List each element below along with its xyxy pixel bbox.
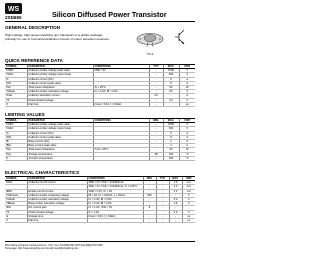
table-cell: ICsat = 3.5A; f = 16kHz [93,102,149,106]
column-header: TYP. [156,177,169,181]
table-cell: Total power dissipation [27,148,93,152]
table-cell: ICM [5,135,27,139]
table-cell: IEBO [5,189,27,193]
table-cell: Collector cut-off current [27,181,87,185]
table-cell: A [179,94,195,98]
table-cell: Diode forward voltage [27,98,93,102]
limiting-values-heading: LIMITING VALUES [5,112,45,117]
table-cell [87,219,143,223]
table-cell: 150 [163,156,179,160]
electrical-characteristics-heading: ELECTRICAL CHARACTERISTICS [5,170,80,175]
column-header: SYMBOL [5,119,27,123]
table-cell: - [169,206,182,210]
table-cell: VCEsat [5,90,27,94]
table-row [5,102,195,106]
table-cell: IBM [5,144,27,148]
column-header: UNIT [179,119,195,123]
table-cell: - [149,81,163,85]
table-cell: 5 [163,131,179,135]
table-cell: - [149,90,163,94]
table-cell: IC = 4.0A; IB = 0.8A [87,202,143,206]
table-cell: - [169,214,182,218]
table-cell: V [179,69,195,73]
table-cell [93,156,149,160]
table-cell: - [156,193,169,197]
table-cell: VCEsat [5,198,27,202]
table-cell: - [143,198,156,202]
table-cell: W [179,86,195,90]
package-label: TO-3 [147,52,154,56]
table-cell: - [163,94,179,98]
table-cell: - [156,210,169,214]
table-cell: Collector-emitter saturation voltage [27,198,87,202]
table-cell: Collector current (DC) [27,77,93,81]
table-cell: V [179,123,195,127]
table-cell: Collector-emitter saturation voltage [27,90,93,94]
table-cell: Collector-emitter voltage (open base) [27,127,93,131]
table-cell: - [156,202,169,206]
table-cell: ICsat [5,94,27,98]
table-cell: - [143,219,156,223]
table-cell: - [149,73,163,77]
table-cell: VCBO [5,123,27,127]
table-cell: - [149,156,163,160]
column-header: PARAMETER [27,65,93,69]
table-cell: - [169,219,182,223]
table-cell: 150 [163,152,179,156]
table-cell: Collector current peak value [27,81,93,85]
table-cell: Collector-emitter voltage (open base) [27,73,93,77]
table-cell: - [149,98,163,102]
table-cell: A [179,77,195,81]
table-row [5,156,195,160]
table-cell: μs [182,219,195,223]
column-header: TYP. [149,65,163,69]
table-cell: - [143,185,156,189]
table-cell: - [156,219,169,223]
quick-reference-heading: QUICK REFERENCE DATA [5,58,63,63]
table-cell: - [149,131,163,135]
table-cell: 5 [163,77,179,81]
table-cell: 4 [163,144,179,148]
table-cell: ICM [5,81,27,85]
transistor-symbol-icon [174,28,186,46]
table-cell: 8 [163,81,179,85]
table-cell: - [143,210,156,214]
table-cell: Fall time [27,219,87,223]
table-cell: -55 [149,152,163,156]
table-cell: V [179,73,195,77]
document-title: Silicon Diffused Power Transistor [52,10,167,19]
table-cell: 50 [163,86,179,90]
table-cell: 600 [143,193,156,197]
table-cell: A [179,135,195,139]
table-cell: Tstg [5,152,27,156]
table-cell: - [149,102,163,106]
column-header: MIN. [149,119,163,123]
package-drawing-icon [136,28,164,48]
table-cell: 1500 [163,123,179,127]
table-cell: - [143,202,156,206]
table-cell: Collector current (DC) [27,131,93,135]
table-cell: IC = 1.0A; VCE = 5V [87,206,143,210]
table-cell: - [156,189,169,193]
table-cell: Tmb ≤ 25°C [93,148,149,152]
table-cell: A [179,140,195,144]
table-cell: - [149,123,163,127]
column-header: SYMBOL [5,177,27,181]
footer-rule [5,241,195,242]
general-description-text: High-voltage, high-speed switching npn transistors in a plastic package, primarily for use in horizontal deflection circuits of colour television receivers. [5,33,110,41]
table-cell: A [179,81,195,85]
limiting-values-table [5,118,195,161]
table-cell: IB [5,140,27,144]
quick-reference-table [5,64,195,107]
table-cell: IC [5,77,27,81]
table-cell: 2.0 [163,98,179,102]
table-cell: V [179,90,195,94]
column-header: UNIT [179,65,195,69]
table-cell: μs [182,214,195,218]
table-cell: mA [182,189,195,193]
table-cell: W [179,148,195,152]
table-cell: Base current (DC) [27,140,93,144]
table-cell: - [156,181,169,185]
table-cell: IC = 4.0A; IB = 0.8A [93,90,149,94]
table-cell: μs [179,102,195,106]
table-cell: mA [182,181,195,185]
table-cell: VCEO [5,127,27,131]
table-cell: VBEsat [5,202,27,206]
table-cell: - [143,214,156,218]
table-cell: 3.5 [149,94,163,98]
table-cell: Tj [5,156,27,160]
table-cell: Collector saturation current [27,94,93,98]
column-header: CONDITIONS [93,119,149,123]
table-cell: Ptot [5,148,27,152]
table-cell: - [163,102,179,106]
electrical-characteristics-table [5,176,195,223]
table-cell: 50 [163,148,179,152]
column-header: UNIT [182,177,195,181]
table-cell: V [179,98,195,102]
table-cell: Base-emitter saturation voltage [27,202,87,206]
table-cell: VBE = 0V; VCE = VCESMmax; Tj = 125°C [87,185,143,189]
table-cell: Collector current peak value [27,135,93,139]
table-cell: V [182,210,195,214]
table-cell: - [149,135,163,139]
table-cell: - [149,140,163,144]
footer-company-line: Wing Shing Computer Components Co., (H.K.) Ltd. Tel:(852)2341 9276 Fax:(852)2797 8153 [5,244,103,247]
table-cell: tf [5,102,27,106]
table-cell: hFE [5,206,27,210]
footer-contact-line: Homepage: http://www.wingshing.com E-mail: wsccl@wingshing.com [5,247,79,250]
table-cell: VBE = 0V [93,69,149,73]
table-cell: - [143,189,156,193]
table-cell: V [179,127,195,131]
table-cell: 600 [163,73,179,77]
part-number: 2SD650 [5,15,22,20]
table-cell: DC current gain [27,206,87,210]
table-cell: A [179,131,195,135]
table-cell: VF [5,210,27,214]
table-cell: Base current peak value [27,144,93,148]
table-cell: Collector-emitter voltage peak value [27,69,93,73]
table-cell: 8 [143,206,156,210]
table-cell: 1.5 [169,202,182,206]
table-cell: 2.0 [169,185,182,189]
table-cell: 5.0 [169,198,182,202]
table-cell: ICES [5,181,27,185]
column-header: SYMBOL [5,65,27,69]
table-cell: Junction temperature [27,156,93,160]
column-header: PARAMETER [27,177,87,181]
table-row [5,219,195,223]
column-header: CONDITIONS [93,65,149,69]
table-cell: °C [179,156,195,160]
table-cell: tf [5,219,27,223]
table-cell: VF [5,98,27,102]
table-cell: VCBO [5,69,27,73]
table-cell: - [149,86,163,90]
table-cell: IC = 4.0A; IB = 0.8A [87,198,143,202]
table-cell: - [149,148,163,152]
company-logo [5,3,22,14]
table-cell: V [182,193,195,197]
table-cell: Total power dissipation [27,86,93,90]
column-header: MAX. [163,65,179,69]
table-cell: 5.0 [163,90,179,94]
table-cell: VBE = 0V; VCE = VCESMmax [87,181,143,185]
general-description-heading: GENERAL DESCRIPTION [5,25,61,30]
table-cell: V [182,202,195,206]
table-cell: 1500 [163,69,179,73]
table-cell: ICsat = 3.5A; f = 16kHz [87,214,143,218]
table-cell: ts [5,214,27,218]
column-header: CONDITIONS [87,177,143,181]
table-cell: Collector-emitter sustaining voltage [27,193,87,197]
table-cell: °C [179,152,195,156]
table-cell: - [149,69,163,73]
table-cell: IC [5,131,27,135]
column-header: MAX. [163,119,179,123]
table-cell: IB = 0A; IC = 100mA; L = 25mH [87,193,143,197]
table-cell: 8 [163,135,179,139]
table-cell: V [182,198,195,202]
table-cell: VEB = 5.0V; IC = 0A [87,189,143,193]
table-cell: mA [182,185,195,189]
table-cell: VCEOsust [5,193,27,197]
table-cell: - [169,193,182,197]
table-cell: Ptot [5,86,27,90]
table-cell: 2.0 [169,210,182,214]
table-cell: Tc ≤ 25°C [93,86,149,90]
column-header: PARAMETER [27,119,93,123]
table-cell: Diode forward voltage [27,210,87,214]
table-cell: - [149,77,163,81]
table-cell: 2 [163,140,179,144]
table-cell: 1.0 [169,189,182,193]
table-cell: - [156,206,169,210]
header-rule [5,21,195,22]
table-cell: Storage time [27,214,87,218]
table-cell: A [179,144,195,148]
footer [5,244,195,250]
column-header: MIN. [143,177,156,181]
table-cell: Collector-emitter voltage peak value [27,123,93,127]
table-cell: - [143,181,156,185]
table-cell: Emitter cut-off current [27,189,87,193]
logo-text: WS [7,6,20,13]
table-cell: Storage temperature [27,152,93,156]
table-cell: - [156,214,169,218]
table-cell: 600 [163,127,179,131]
table-cell: Fall time [27,102,93,106]
table-cell: IF = 4.0A [87,210,143,214]
table-cell: - [149,144,163,148]
table-cell: - [156,185,169,189]
table-cell: 1.0 [169,181,182,185]
column-header: MAX. [169,177,182,181]
table-cell: VCEO [5,73,27,77]
table-cell: - [156,198,169,202]
table-cell: - [149,127,163,131]
